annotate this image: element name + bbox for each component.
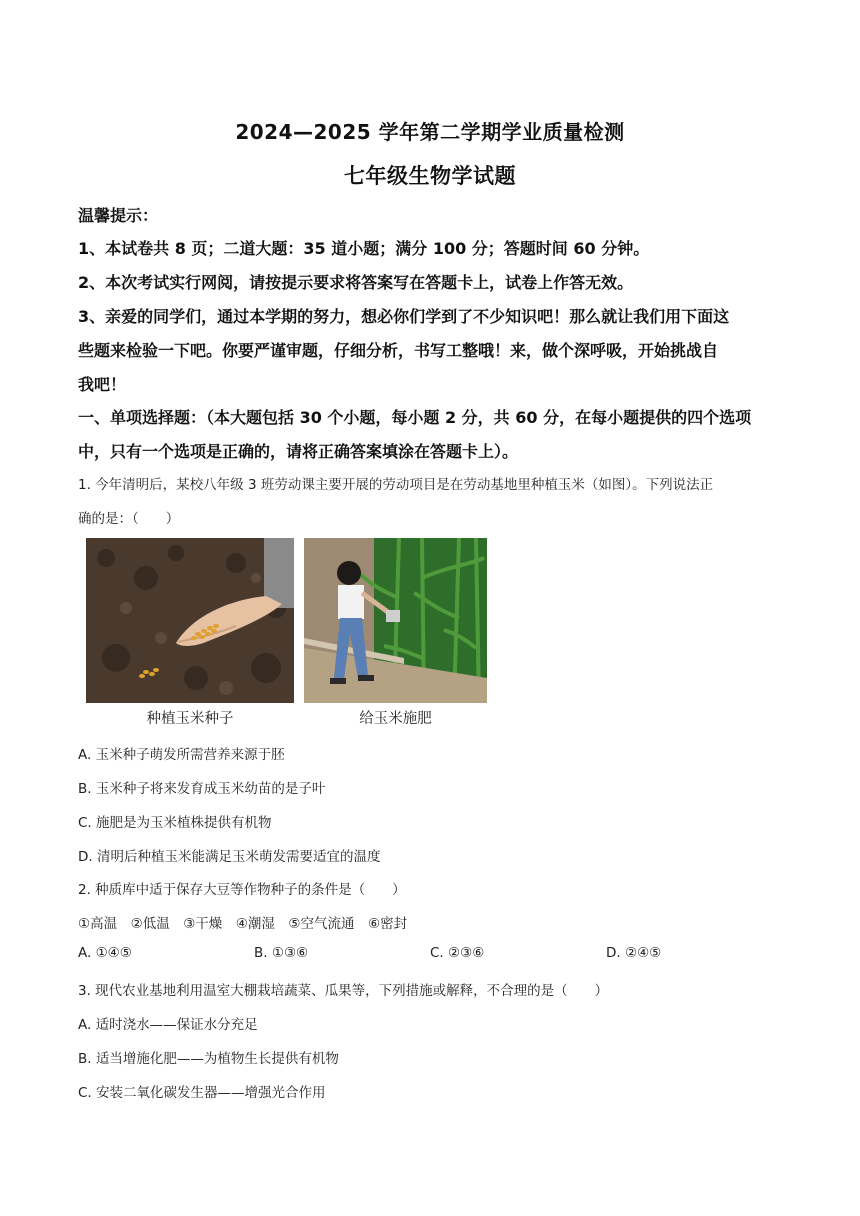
figure-caption-planting: 种植玉米种子 [146, 711, 234, 727]
fertilizing-corn-photo [304, 538, 487, 703]
figure-caption-fertilizing: 给玉米施肥 [359, 711, 432, 727]
section-1-heading-line-2: 中，只有一个选项是正确的，请将正确答案填涂在答题卡上）。 [78, 442, 519, 461]
notice-item-1: 1、本试卷共 8 页；二道大题：35 道小题；满分 100 分；答题时间 60 分钟。 [78, 239, 650, 258]
notice-item-3-line-1: 3、亲爱的同学们，通过本学期的努力，想必你们学到了不少知识吧！那么就让我们用下面这 [78, 307, 730, 326]
q1-stem-line-2: 确的是：（ ） [78, 511, 180, 527]
q2-option-b: B. ①③⑥ [254, 945, 309, 961]
q1-option-a: A. 玉米种子萌发所需营养来源于胚 [78, 747, 285, 763]
q2-option-a: A. ①④⑤ [78, 945, 132, 961]
q3-option-a: A. 适时浇水——保证水分充足 [78, 1017, 258, 1033]
exam-subtitle: 七年级生物学试题 [344, 164, 516, 188]
q3-option-b: B. 适当增施化肥——为植物生长提供有机物 [78, 1051, 339, 1067]
q3-stem: 3. 现代农业基地利用温室大棚栽培蔬菜、瓜果等，下列措施或解释，不合理的是（ ） [78, 983, 609, 999]
notice-item-2: 2、本次考试实行网阅，请按提示要求将答案写在答题卡上，试卷上作答无效。 [78, 273, 634, 292]
q1-option-d: D. 清明后种植玉米能满足玉米萌发需要适宜的温度 [78, 849, 381, 865]
notice-heading: 温馨提示： [78, 206, 159, 225]
q2-stem: 2. 种质库中适于保存大豆等作物种子的条件是（ ） [78, 882, 406, 898]
exam-title: 2024—2025 学年第二学期学业质量检测 [235, 120, 625, 144]
planting-corn-seeds-photo [86, 538, 294, 703]
q2-option-d: D. ②④⑤ [606, 945, 662, 961]
q1-stem-line-1: 1. 今年清明后，某校八年级 3 班劳动课主要开展的劳动项目是在劳动基地里种植玉米（如图）。下列说法正 [78, 477, 714, 493]
notice-item-3-line-3: 我吧！ [78, 375, 127, 394]
section-1-heading-line-1: 一、单项选择题：（本大题包括 30 个小题，每小题 2 分，共 60 分，在每小题提供的四个选项 [78, 408, 752, 427]
q1-option-c: C. 施肥是为玉米植株提供有机物 [78, 815, 272, 831]
q3-option-c: C. 安装二氧化碳发生器——增强光合作用 [78, 1085, 326, 1101]
notice-item-3-line-2: 些题来检验一下吧。你要严谨审题，仔细分析，书写工整哦！来，做个深呼吸，开始挑战自 [78, 341, 719, 360]
q1-option-b: B. 玉米种子将来发育成玉米幼苗的是子叶 [78, 781, 326, 797]
q2-conditions: ①高温 ②低温 ③干燥 ④潮湿 ⑤空气流通 ⑥密封 [78, 916, 408, 932]
q2-option-c: C. ②③⑥ [430, 945, 485, 961]
